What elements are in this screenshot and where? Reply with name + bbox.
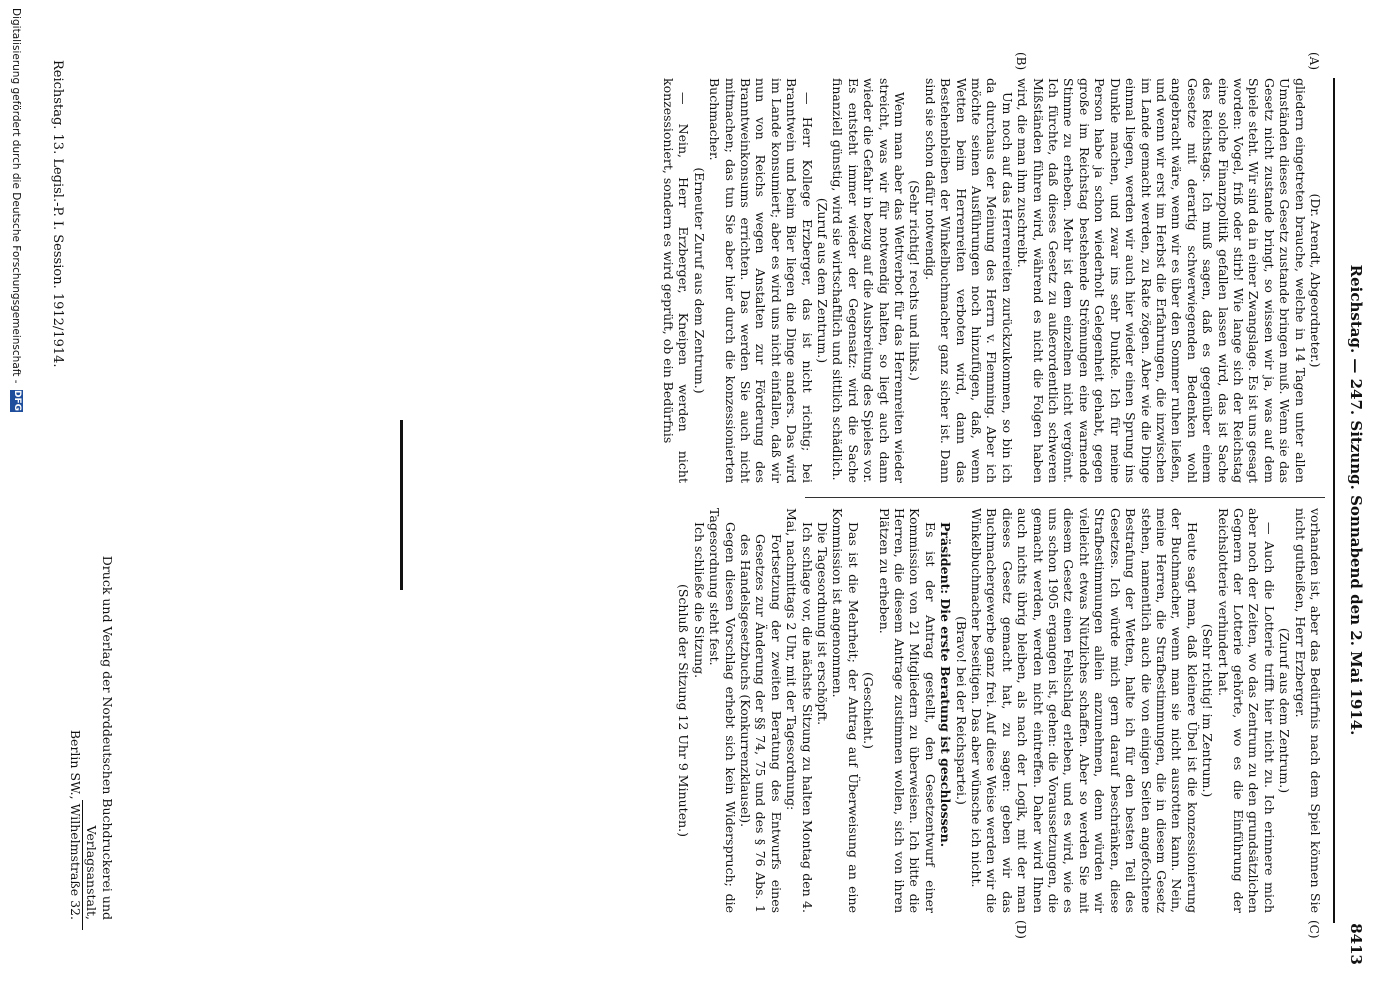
interjection: (Sehr richtig! rechts und links.) — [907, 180, 923, 381]
imprint — [67, 500, 115, 920]
interjection: (Erneuter Zuruf aus dem Zentrum.) — [691, 167, 707, 394]
paragraph: — Nein, Herr Erzberger, Kneipen werden nicht konzessioniert, sondern es wird geprüft, ob ein Bedürfnis — [660, 78, 692, 483]
margin-marker-b: (B) — [1014, 52, 1028, 71]
margin-marker-d: (D) — [1014, 920, 1028, 939]
dfg-logo-icon: DFG — [12, 390, 22, 412]
interjection: (Zuruf aus dem Zentrum.) — [1277, 627, 1293, 794]
paragraph: Um noch auf das Herrenreiten zurückzukommen, so bin ich da durchaus der Meinung des Herrn v. Flemming. Aber ich möchte seinen Ausführungen noch hinzufügen, daß, wenn Wetten beim Herrenreiten verboten wird, dann das Bestehenbleiben der Winkelbuchmacher ganz sicher ist. Dann sind sie schon dafür notwendig. — [922, 78, 1015, 483]
left-column — [661, 78, 1323, 483]
margin-marker-a: (A) — [1307, 52, 1321, 71]
paragraph: Ich schlage vor, die nächste Sitzung zu halten Montag den 4. Mai, nachmittags 2 Uhr, mit der Tagesordnung: — [784, 508, 815, 913]
interjection: (Sehr richtig! im Zentrum.) — [1200, 623, 1216, 798]
imprint-line-2: Berlin SW., Wilhelmstraße 32. — [68, 729, 83, 920]
page-number: 8413 — [1347, 923, 1365, 965]
paragraph: gliedern eingetreten brauche, welche in 14 Tagen unter allen Umständen dieses Gesetz zustande bringen muß. Wenn sie das Gesetz nicht zustande bringt, so wissen wir ja, was auf dem Spiele steht. Wir sind da in einer Zwangslage. Es ist uns gesagt worden: Vogel, friß oder stirb! Wie lange sich der Reichstag eine solche Finanzpolitik gefallen lassen wird, das ist Sache des Reichstags. Ich muß sagen, daß es gegenüber einem Gesetze mit derartig schwerwiegenden Bedenken wohl angebracht wäre, wenn wir es über den Sommer ruhen ließen, und wenn wir erst im Herbst die Erfahrungen, die inzwischen im Lande gemacht werden, zu Rate zögen. Aber wie die Dinge einmal liegen, werden wir auch hier wieder einen Sprung ins Dunkle machen, und zwar ins sehr Dunkle. Ich für meine Person habe ja schon wiederholt Gelegenheit gehabt, gegen große im Reichstag bestehende Strömungen eine warnende Stimme zu erheben. Mehr ist dem einzelnen nicht vergönnt. Ich fürchte, daß dieses Gesetz zu außerordentlich schweren Mißständen führen wird, während es nicht die Folgen haben wird, die man ihm zuschreibt. — [1015, 78, 1308, 483]
header-title: Reichstag. — 247. Sitzung. Sonnabend den 2. Mai 1914. — [1347, 264, 1365, 736]
paragraph: — Herr Kollege Erzberger, das ist nicht richtig; bei Branntwein und beim Bier liegen die Dinge anders. Das wird im Lande konsumiert; aber es wird uns nicht einfallen, daß wir nun von Reichs wegen Anstalten zur Förderung des Branntweinkonsums errichten. Das werden Sie auch nicht mitmachen; das tun Sie aber hier durch die konzessionierten Buchmacher. — [707, 78, 815, 483]
footer-session-info: Reichstag. 13. Legisl.-P. I. Session. 1912/1914. — [50, 60, 65, 368]
paragraph: Das ist die Mehrheit; der Antrag auf Überweisung an eine Kommission ist angenommen. — [830, 508, 861, 913]
column-divider — [805, 497, 1325, 498]
paragraph: Wenn man aber das Wettverbot für das Herrenreiten wieder streicht, was wir für notwendig halten, so liegt auch dann wieder die Gefahr in bezug auf die Ausbreitung des Spieles vor. Es entsteht immer wieder der Gegensatz: wird die Sache finanziell günstig, wird sie wirtschaftlich und sittlich schädlich. — [830, 78, 908, 483]
imprint-line-1: Druck und Verlag der Norddeutschen Buchdruckerei und Verlagsanstalt, — [84, 555, 115, 920]
interjection: (Zuruf aus dem Zentrum.) — [815, 197, 830, 364]
paragraph: Heute sagt man, daß kleinere Übel ist die konzessionierung der Buchmacher, wenn man sie nicht ausrotten kann. Nein, meine Herren, die Strafbestimmungen, die in diesem Gesetz stehen, namentlich auch die von einigen Seiten angefochtene Bestrafung der Wetten, halte ich für den besten Teil des Gesetzes. Ich würde mich gern darauf beschränken, diese Strafbestimmungen allein anzunehmen, denn würden wir vielleicht etwas Nützliches schaffen. Aber so werden Sie mit diesem Gesetz einen Fehlschlag erleben, und es wird, wie es uns schon 1905 ergangen ist, gehen: die Voraussetzungen, die gemacht werden, werden nicht eintreffen. Daher wird Ihnen auch nichts übrig bleiben, als nach der Logik, mit der man dieses Gesetz gemacht hat, zu sagen: geben wir das Buchmachergewerbe ganz frei. Auf diese Weise werden wir die Winkelbuchmacher beseitigen. Das aber wünsche ich nicht. — [969, 508, 1200, 913]
digitization-note — [10, 8, 23, 412]
page-header — [1335, 95, 1365, 965]
paragraph: Es ist der Antrag gestellt, den Gesetzentwurf einer Kommission von 21 Mitgliedern zu überweisen. Ich bitte die Herren, die diesem Antrage zustimmen wollen, sich von ihren Plätzen zu erheben. — [876, 508, 938, 913]
interjection: (Geschieht.) — [861, 671, 877, 750]
paragraph: Gegen diesen Vorschlag erhebt sich kein Widerspruch; die Tagesordnung steht fest. — [707, 508, 738, 913]
margin-marker-c: (C) — [1307, 920, 1321, 939]
paragraph: vorhanden ist, aber das Bedürfnis nach dem Spiel können Sie nicht gutheißen, Herr Erzberger. — [1292, 508, 1323, 913]
paragraph: Die Tagesordnung ist erschöpft. — [815, 522, 830, 726]
session-end: (Schluß der Sitzung 12 Uhr 9 Minuten.) — [676, 583, 692, 837]
interjection: (Bravo! bei der Reichspartei.) — [953, 616, 969, 805]
paragraph: — Auch die Lotterie trifft hier nicht zu. Ich erinnere mich aber noch der Zeiten, wo das Zentrum zu den grundsätzlichen Gegnern der Lotterie gehörte, wo es die Einführung der Reichslotterie verhindert hat. — [1215, 508, 1277, 913]
header-rule — [1333, 78, 1335, 923]
agenda-item: Fortsetzung der zweiten Beratung des Entwurfs eines Gesetzes zur Änderung der §§ 74, 75 und des § 76 Abs. 1 des Handelsgesetzbuchs (Konkurrenzklausel). — [737, 534, 784, 913]
imprint-rule — [82, 800, 83, 930]
speaker-line: (Dr. Arendt, Abgeordneter.) — [1308, 193, 1323, 368]
paragraph: Ich schließe die Sitzung. — [691, 522, 707, 679]
right-column — [676, 508, 1323, 913]
center-separator-bar — [400, 420, 403, 590]
digitization-text: Digitalisierung gefördert durch die Deutsche Forschungsgemeinschaft - — [10, 8, 23, 384]
president-statement: Präsident: Die erste Beratung ist geschlossen. — [938, 522, 954, 848]
